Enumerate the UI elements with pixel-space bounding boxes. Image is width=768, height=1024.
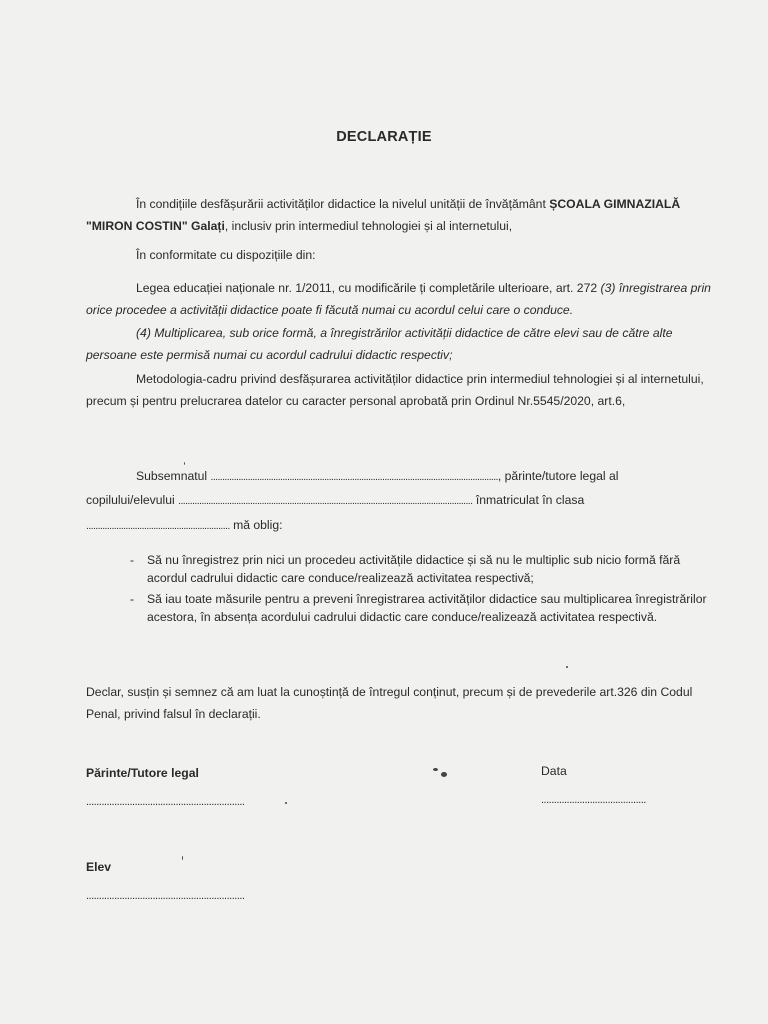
parent-signature-label: Părinte/Tutore legal — [86, 766, 199, 780]
conditions-text-a: În condițiile desfășurării activităților didactice la nivelul unității de învățământ — [136, 197, 550, 211]
scan-speck — [433, 768, 438, 771]
scan-speck — [441, 772, 447, 777]
paragraph-methodology: Metodologia-cadru privind desfășurarea activităților didactice prin intermediul tehnologiei și al internetului, precum și pentru prelucrarea datelor cu caracter personal aprobată prin Ordinul Nr.5545/2020, art.6, — [86, 372, 704, 408]
scan-speck — [184, 462, 185, 465]
date-label: Data — [541, 764, 567, 778]
obligations-list — [130, 551, 720, 626]
scan-speck — [182, 856, 183, 860]
fill-line-student — [86, 491, 584, 510]
student-signature-blank: .............................................................. — [86, 890, 245, 902]
parent-signature-blank: .............................................................. — [86, 796, 245, 808]
student-name-blank: ............................................................................................................................... — [178, 495, 473, 507]
oblige-text: mă oblig: — [233, 518, 283, 532]
list-item: - Să iau toate măsurile pentru a preveni înregistrarea activităților didactice sau multiplicarea înregistrărilor acestora, în absența acordului cadrului didactic care conduce/realizează activitatea respectivă. — [130, 592, 707, 624]
fill-line-class — [86, 516, 283, 535]
fill-line-subsemnatul — [136, 467, 618, 486]
paragraph-law — [86, 277, 716, 321]
list-item: - Să nu înregistrez prin nici un procedeu activitățile didactice și să nu le multiplic sub nicio formă fără acordul cadrului didactic care conduce/realizează activitatea respectivă; — [130, 553, 681, 585]
school-name: ȘCOALA GIMNAZIALĂ "MIRON COSTIN" Galați — [86, 197, 681, 233]
paragraph-declaration: Declar, susțin și semnez că am luat la cunoștință de întregul conținut, precum și de prevederile art.326 din Codul Penal, privind falsul în declarații. — [86, 685, 693, 721]
parent-suffix: , părinte/tutore legal al — [497, 469, 619, 483]
enrolled-suffix: înmatriculat în clasa — [475, 493, 585, 507]
paragraph-article-4: (4) Multiplicarea, sub orice formă, a înregistrărilor activității didactice de către elevi sau de către alte persoane este permisă numai cu acordul cadrului didactic respectiv; — [86, 326, 673, 362]
subsemnatul-label: Subsemnatul — [136, 469, 208, 483]
date-blank: ......................................... — [541, 794, 646, 806]
scan-speck — [566, 666, 568, 668]
document-title: DECLARAȚIE — [336, 129, 432, 145]
scan-speck — [285, 802, 287, 804]
law-article-3: (3) înregistrarea prin orice procedee a activității didactice poate fi făcută numai cu acordul celui care o conduce. — [86, 281, 711, 317]
student-label: copilului/elevului — [86, 493, 175, 507]
parent-name-blank: ............................................................................................................................ — [210, 471, 498, 483]
paragraph-conformity: În conformitate cu dispozițiile din: — [136, 248, 316, 262]
class-blank: .............................................................. — [86, 520, 230, 532]
student-signature-label: Elev — [86, 860, 112, 874]
law-text: Legea educației naționale nr. 1/2011, cu modificările ți completările ulterioare, art. 272 — [136, 281, 601, 295]
paragraph-conditions — [86, 193, 716, 237]
conditions-text-b: , inclusiv prin intermediul tehnologiei și al internetului, — [224, 219, 513, 233]
